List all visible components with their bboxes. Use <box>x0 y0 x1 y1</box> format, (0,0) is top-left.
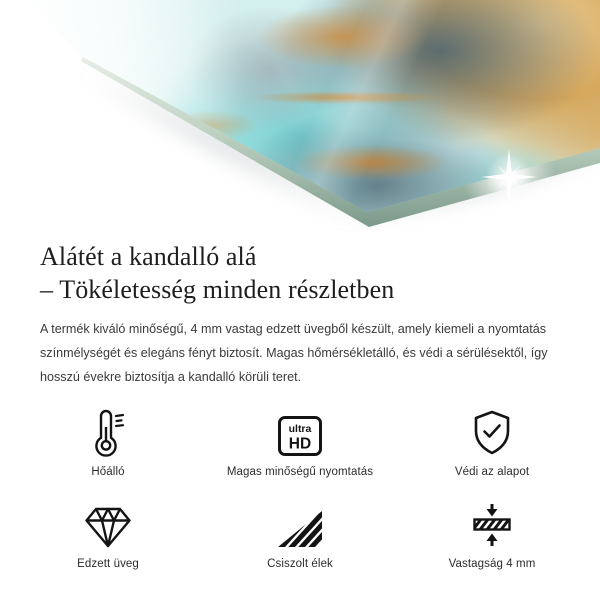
feature-label: Védi az alapot <box>454 465 530 478</box>
feature-item-tempered-glass <box>12 501 204 570</box>
ultra-hd-icon <box>277 409 323 457</box>
page-title <box>40 240 560 306</box>
diamond-icon <box>83 501 133 549</box>
feature-label: Csiszolt élek <box>267 557 333 570</box>
features-grid <box>0 409 600 570</box>
sparkle-icon <box>479 147 539 207</box>
thermometer-icon <box>89 409 127 457</box>
feature-label: Vastagság 4 mm <box>448 557 536 570</box>
svg-text:HD: HD <box>288 435 312 453</box>
feature-item-heat-resistant <box>12 409 204 478</box>
feature-label: Edzett üveg <box>77 557 139 570</box>
feature-item-protects-base <box>396 409 588 478</box>
thickness-icon <box>468 501 516 549</box>
feature-label: Magas minőségű nyomtatás <box>226 465 374 478</box>
feature-item-print-quality <box>204 409 396 478</box>
shield-check-icon <box>470 409 514 457</box>
content <box>0 232 600 390</box>
svg-text:ultra: ultra <box>288 422 312 435</box>
polished-edge-icon <box>276 501 324 549</box>
product-description: A termék kiváló minőségű, 4 mm vastag edzett üvegből készült, amely kiemeli a nyomtatás színmélységét és elegáns fényt biztosít. Magas hőmérsékletálló, és védi a sérülésektől, így hosszú évekre biztosítja a kandalló körüli teret. <box>40 322 548 385</box>
page-title-line1: Alátét a kandalló alá <box>40 242 257 271</box>
feature-label: Hőálló <box>91 465 125 478</box>
feature-item-thickness <box>396 501 588 570</box>
page-title-line2: – Tökéletesség minden részletben <box>40 275 395 304</box>
product-photo <box>0 0 600 232</box>
feature-item-polished-edges <box>204 501 396 570</box>
